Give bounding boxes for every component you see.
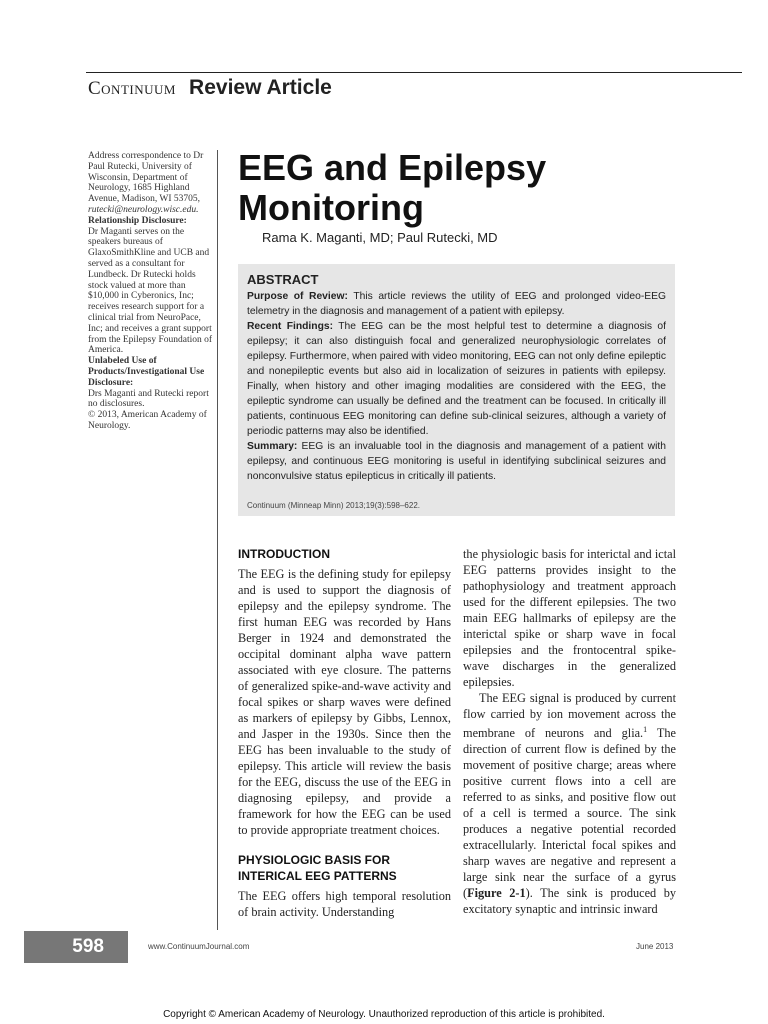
abstract-heading: ABSTRACT <box>247 272 319 287</box>
correspondence-address: Address correspondence to Dr Paul Rutecki, University of Wisconsin, Department of Neurology, 1685 Highland Avenue, Madison, WI 53705, <box>88 151 204 205</box>
physio-heading: PHYSIOLOGIC BASIS FOR INTERICAL EEG PATTERNS <box>238 853 397 883</box>
journal-header <box>88 76 332 100</box>
article-title: EEG and Epilepsy Monitoring <box>238 147 547 228</box>
figure-reference[interactable]: Figure 2-1 <box>467 886 526 901</box>
issue-date: June 2013 <box>636 942 674 951</box>
col2-paragraph-2 <box>463 690 676 917</box>
header-rule <box>86 72 742 73</box>
abstract-box <box>238 264 675 516</box>
article-authors: Rama K. Maganti, MD; Paul Rutecki, MD <box>262 230 498 245</box>
section-label: Review Article <box>189 76 332 99</box>
summary-label: Summary: <box>247 441 298 452</box>
col2-text-a: The EEG signal is produced by current flow carried by ion movement across the membrane of neurons and glia. <box>463 691 676 741</box>
abstract-summary <box>247 439 666 484</box>
findings-text: The EEG can be the most helpful test to determine a diagnosis of epilepsy; it can also distinguish focal and generalized neurophysiologic correlates of epilepsy. Furthermore, when paired with video monitoring, EEG can not only define epileptic and nonepileptic events but also aid in localization of seizures in patients with epilepsy. Finally, when history and other imaging modalities are considered with the EEG, the epileptic syndrome can usually be defined and the treatment can be focused. In critically ill patients, continuous EEG monitoring can define sub-clinical seizures, although a variety of periodic patterns may also be identified. <box>247 321 667 437</box>
body-column-left <box>238 546 451 920</box>
intro-paragraph: The EEG is the defining study for epilepsy and is used to support the diagnosis of epilepsy and the epilepsy syndrome. The first human EEG was recorded by Hans Berger in 1924 and demonstrated the occipital dominant alpha wave pattern associated with eye closure. The patterns of generalized spike-and-wave activity and focal spikes or sharp waves were defined as markers of epilepsy by Gibbs, Lennox, and Jasper in the 1930s. Since then the EEG has been invaluable to the study of epilepsy. This article will review the basis for the EEG, discuss the use of the EEG in diagnosing epilepsy, and provide a framework for how the EEG can be used to provide appropriate treatment choices. <box>238 567 451 837</box>
findings-label: Recent Findings: <box>247 321 334 332</box>
col2-text-b: The direction of current flow is defined by the movement of positive charge; areas where positive current flows into a cell are referred to as sinks, and positive flow out of a cell is termed a source. The sink produces a negative potential recorded extracellularly. Interictal focal spikes and sharp waves are negative and represent a large sink near the surface of a gyrus ( <box>463 726 676 901</box>
correspondence-note <box>88 151 212 216</box>
unlabeled-text: Drs Maganti and Rutecki report no disclosures. <box>88 388 209 410</box>
sidebar-copyright: © 2013, American Academy of Neurology. <box>88 410 207 431</box>
abstract-citation: Continuum (Minneap Minn) 2013;19(3):598–622. <box>247 501 420 510</box>
sidebar-notes <box>88 151 212 432</box>
page-number: 598 <box>24 931 128 963</box>
purpose-label: Purpose of Review: <box>247 291 348 302</box>
correspondence-email: rutecki@neurology.wisc.edu. <box>88 204 199 215</box>
journal-brand: Continuum <box>88 78 176 99</box>
journal-url[interactable]: www.ContinuumJournal.com <box>148 942 250 951</box>
reference-superscript[interactable]: 1 <box>643 725 648 734</box>
body-column-right <box>463 546 676 917</box>
copyright-notice: Copyright © American Academy of Neurology. Unauthorized reproduction of this article is prohibited. <box>163 1009 605 1020</box>
abstract-findings <box>247 319 666 439</box>
col2-text-c: ). The sink is produced by excitatory synaptic and intrinsic inward <box>463 886 676 917</box>
relationship-text: Dr Maganti serves on the speakers bureaus of GlaxoSmithKline and UCB and served as a consultant for Lundbeck. Dr Rutecki holds stock valued at more than $10,000 in Cyberonics, Inc; receives research support for a clinical trial from NeuroPace, Inc; and receives a grant support from the Epilepsy Foundation of America. <box>88 226 213 356</box>
physio-paragraph: The EEG offers high temporal resolution of brain activity. Understanding <box>238 889 451 919</box>
unlabeled-heading: Unlabeled Use of Products/Investigational Use Disclosure: <box>88 356 205 388</box>
relationship-heading: Relationship Disclosure: <box>88 215 187 226</box>
summary-text: EEG is an invaluable tool in the diagnosis and management of a patient with epilepsy, and continuous EEG monitoring is useful in identifying subclinical seizures and nonconvulsive status epilepticus in critically ill patients. <box>247 441 666 482</box>
purpose-text: This article reviews the utility of EEG and prolonged video-EEG telemetry in the diagnosis and management of a patient with epilepsy. <box>247 291 667 317</box>
intro-heading: INTRODUCTION <box>238 547 330 561</box>
col2-paragraph-1: the physiologic basis for interictal and ictal EEG patterns provides insight to the pathophysiology and treatment approach used for the different epilepsies. The two main EEG hallmarks of epilepsy are the interictal spike or sharp wave in focal epilepsies and the frontocentral spike-wave discharges in the generalized epilepsies. <box>463 547 676 689</box>
column-divider <box>217 150 218 930</box>
abstract-purpose <box>247 289 666 319</box>
